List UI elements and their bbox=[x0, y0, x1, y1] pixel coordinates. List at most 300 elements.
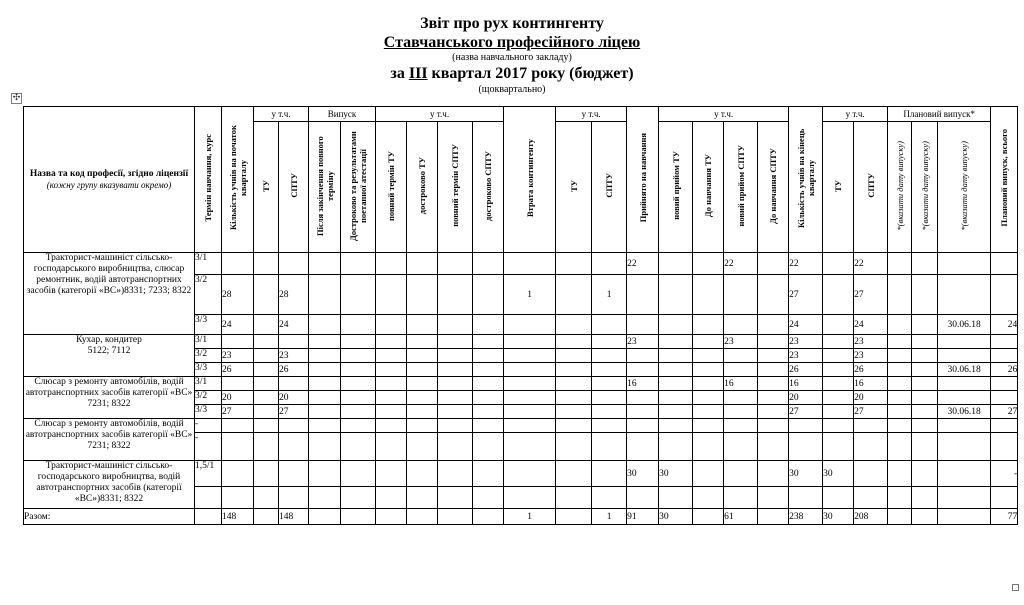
cell-a1 bbox=[659, 377, 693, 391]
cell-p2 bbox=[912, 461, 938, 487]
total-adm: 91 bbox=[627, 509, 659, 525]
cell-end bbox=[789, 433, 823, 461]
cell-e-tu bbox=[823, 487, 854, 509]
cell-s-tu bbox=[254, 419, 279, 433]
profession-column-header bbox=[24, 107, 195, 253]
total-l-tu bbox=[556, 509, 592, 525]
cell-g6 bbox=[473, 315, 504, 335]
cell-s-tu bbox=[254, 487, 279, 509]
total-s-tu bbox=[254, 509, 279, 525]
cell-l-sptu bbox=[592, 335, 627, 349]
cell-g6 bbox=[473, 335, 504, 349]
cell-g1 bbox=[309, 335, 341, 349]
cell-l-tu bbox=[556, 487, 592, 509]
cell-a1 bbox=[659, 363, 693, 377]
profession-name: Слюсар з ремонту автомобілів, водій автотранспортних засобів категорії «ВС» 7231; 8322 bbox=[24, 377, 195, 419]
start-sptu-header bbox=[279, 122, 309, 253]
cell-g6 bbox=[473, 405, 504, 419]
cell-adm bbox=[627, 433, 659, 461]
cell-end: 22 bbox=[789, 253, 823, 275]
cell-start bbox=[222, 433, 254, 461]
early-sptu-label: достроково СПТУ bbox=[483, 150, 494, 221]
term-cell bbox=[195, 487, 222, 509]
cell-a4 bbox=[758, 391, 789, 405]
cell-s-tu bbox=[254, 405, 279, 419]
cell-end: 27 bbox=[789, 405, 823, 419]
new-tu-label: новий прийом ТУ bbox=[670, 151, 681, 220]
new-tu-header bbox=[659, 122, 693, 253]
cell-e-tu bbox=[823, 349, 854, 363]
total-end: 238 bbox=[789, 509, 823, 525]
cell-g4 bbox=[407, 419, 438, 433]
cell-a2 bbox=[693, 405, 724, 419]
cell-a1 bbox=[659, 315, 693, 335]
planned-date-3-label: *(вказати дату випуску) bbox=[959, 140, 970, 231]
cell-p2 bbox=[912, 405, 938, 419]
cell-g3 bbox=[376, 487, 407, 509]
cell-p1 bbox=[888, 419, 912, 433]
cell-l-tu bbox=[556, 461, 592, 487]
cell-p2 bbox=[912, 315, 938, 335]
term-cell: 3/1 bbox=[195, 377, 222, 391]
early-tu-header bbox=[407, 122, 438, 253]
cell-g2 bbox=[341, 377, 376, 391]
cell-adm bbox=[627, 275, 659, 315]
cell-g6 bbox=[473, 461, 504, 487]
to-sptu-label: До навчання СПТУ bbox=[768, 147, 779, 224]
cell-g5 bbox=[438, 275, 473, 315]
loss-sptu-header bbox=[592, 122, 627, 253]
cell-a4 bbox=[758, 349, 789, 363]
cell-ptot bbox=[991, 275, 1018, 315]
cell-a2 bbox=[693, 335, 724, 349]
cell-loss: 1 bbox=[504, 275, 556, 315]
cell-a1 bbox=[659, 419, 693, 433]
period-quarter: III bbox=[408, 65, 428, 82]
loss-sptu-label: СПТУ bbox=[604, 173, 615, 198]
cell-g2 bbox=[341, 349, 376, 363]
cell-l-sptu bbox=[592, 253, 627, 275]
total-a4 bbox=[758, 509, 789, 525]
cell-adm: 16 bbox=[627, 377, 659, 391]
institution-name: Ставчанського професійного ліцею bbox=[383, 34, 641, 51]
loss-tu-label: ТУ bbox=[568, 179, 579, 192]
cell-adm bbox=[627, 363, 659, 377]
end-sptu-label: СПТУ bbox=[865, 173, 876, 198]
cell-adm bbox=[627, 391, 659, 405]
cell-g4 bbox=[407, 335, 438, 349]
term-cell: 3/2 bbox=[195, 349, 222, 363]
cell-l-tu bbox=[556, 335, 592, 349]
cell-e-sptu: 27 bbox=[854, 405, 888, 419]
cell-a1 bbox=[659, 433, 693, 461]
cell-p3 bbox=[938, 275, 991, 315]
cell-a3 bbox=[724, 487, 758, 509]
cell-s-sptu bbox=[279, 433, 309, 461]
term-cell: 3/2 bbox=[195, 391, 222, 405]
cell-p3: 30.06.18 bbox=[938, 405, 991, 419]
cell-end bbox=[789, 419, 823, 433]
cell-a4 bbox=[758, 433, 789, 461]
cell-g5 bbox=[438, 349, 473, 363]
cell-g3 bbox=[376, 377, 407, 391]
graduation-header: Випуск bbox=[309, 107, 376, 122]
cell-s-sptu bbox=[279, 487, 309, 509]
cell-p2 bbox=[912, 391, 938, 405]
table-row bbox=[24, 253, 1018, 275]
total-s-sptu: 148 bbox=[279, 509, 309, 525]
cell-g3 bbox=[376, 253, 407, 275]
end-tu-header bbox=[823, 122, 854, 253]
cell-s-tu bbox=[254, 253, 279, 275]
total-p2 bbox=[912, 509, 938, 525]
totals-label: Разом: bbox=[24, 509, 195, 525]
cell-p2 bbox=[912, 363, 938, 377]
cell-l-sptu bbox=[592, 363, 627, 377]
cell-g4 bbox=[407, 315, 438, 335]
institution-note: (назва навчального закладу) bbox=[452, 52, 572, 63]
cell-g1 bbox=[309, 349, 341, 363]
period-suffix: квартал 2017 року (бюджет) bbox=[427, 65, 634, 82]
total-a3: 61 bbox=[724, 509, 758, 525]
term-cell: 3/3 bbox=[195, 363, 222, 377]
cell-a3 bbox=[724, 419, 758, 433]
table-row bbox=[24, 419, 1018, 433]
full-term-tu-header bbox=[376, 122, 407, 253]
cell-s-sptu: 20 bbox=[279, 391, 309, 405]
profession-name: Тракторист-машиніст сільсько-господарського виробництва, водій автотранспортних засобів (категорії «ВС»)8331; 8322 bbox=[24, 461, 195, 509]
cell-loss bbox=[504, 253, 556, 275]
cell-adm bbox=[627, 419, 659, 433]
end-sptu-header bbox=[854, 122, 888, 253]
cell-p2 bbox=[912, 377, 938, 391]
cell-p3 bbox=[938, 461, 991, 487]
cell-e-sptu: 22 bbox=[854, 253, 888, 275]
cell-a4 bbox=[758, 363, 789, 377]
cell-start: 20 bbox=[222, 391, 254, 405]
cell-end: 26 bbox=[789, 363, 823, 377]
cell-g3 bbox=[376, 315, 407, 335]
cell-ptot bbox=[991, 391, 1018, 405]
planned-header: Плановий випуск* bbox=[888, 107, 991, 122]
grad-early-label: Достроково та результатами поетапної атестації bbox=[348, 130, 369, 241]
cell-g3 bbox=[376, 433, 407, 461]
table-row bbox=[24, 377, 1018, 391]
cell-loss bbox=[504, 335, 556, 349]
cell-start bbox=[222, 487, 254, 509]
cell-s-tu bbox=[254, 315, 279, 335]
cell-a4 bbox=[758, 315, 789, 335]
cell-g4 bbox=[407, 275, 438, 315]
cell-s-tu bbox=[254, 363, 279, 377]
cell-adm: 30 bbox=[627, 461, 659, 487]
total-p3 bbox=[938, 509, 991, 525]
cell-a1: 30 bbox=[659, 461, 693, 487]
cell-s-tu bbox=[254, 433, 279, 461]
cell-g5 bbox=[438, 487, 473, 509]
cell-a4 bbox=[758, 487, 789, 509]
early-sptu-header bbox=[473, 122, 504, 253]
cell-e-tu bbox=[823, 275, 854, 315]
cell-ptot: 24 bbox=[991, 315, 1018, 335]
start-tu-header bbox=[254, 122, 279, 253]
total-g4 bbox=[407, 509, 438, 525]
loss-tu-header bbox=[556, 122, 592, 253]
cell-p1 bbox=[888, 335, 912, 349]
cell-e-sptu: 26 bbox=[854, 363, 888, 377]
cell-g6 bbox=[473, 391, 504, 405]
term-cell: - bbox=[195, 433, 222, 461]
cell-a2 bbox=[693, 253, 724, 275]
cell-loss bbox=[504, 405, 556, 419]
cell-l-sptu bbox=[592, 419, 627, 433]
cell-a4 bbox=[758, 253, 789, 275]
admitted-header-label: Прийнято на навчання bbox=[637, 133, 648, 223]
profession-name: Слюсар з ремонту автомобілів, водій автотранспортних засобів категорії «ВС» 7231; 8322 bbox=[24, 419, 195, 461]
cell-p3 bbox=[938, 433, 991, 461]
loss-header-label: Втрата контингенту bbox=[524, 139, 535, 217]
cell-ptot bbox=[991, 253, 1018, 275]
start-tu-label: ТУ bbox=[261, 179, 271, 192]
table-move-handle-icon[interactable]: ✣ bbox=[12, 93, 21, 103]
start-count-header-label: Кількість учнів на початок кварталу bbox=[227, 125, 248, 231]
to-sptu-header bbox=[758, 122, 789, 253]
cell-l-tu bbox=[556, 433, 592, 461]
cell-s-tu bbox=[254, 275, 279, 315]
cell-a1 bbox=[659, 253, 693, 275]
cell-a4 bbox=[758, 275, 789, 315]
cell-p3 bbox=[938, 335, 991, 349]
cell-ptot bbox=[991, 349, 1018, 363]
cell-e-sptu: 24 bbox=[854, 315, 888, 335]
cell-g2 bbox=[341, 315, 376, 335]
cell-e-sptu: 23 bbox=[854, 349, 888, 363]
cell-g2 bbox=[341, 253, 376, 275]
cell-p2 bbox=[912, 335, 938, 349]
planned-date-1-label: *(вказати дату випуску) bbox=[894, 140, 905, 231]
planned-total-header-label: Плановий випуск, всього bbox=[999, 129, 1010, 227]
contingent-table bbox=[23, 106, 1018, 525]
planned-date-2-header bbox=[912, 122, 938, 253]
cell-l-tu bbox=[556, 275, 592, 315]
cell-p1 bbox=[888, 253, 912, 275]
admitted-incl-header: у т.ч. bbox=[659, 107, 789, 122]
cell-l-sptu bbox=[592, 315, 627, 335]
cell-g1 bbox=[309, 253, 341, 275]
cell-a4 bbox=[758, 335, 789, 349]
table-resize-handle[interactable] bbox=[1012, 584, 1019, 591]
cell-e-tu bbox=[823, 419, 854, 433]
cell-start bbox=[222, 461, 254, 487]
cell-p2 bbox=[912, 349, 938, 363]
cell-g2 bbox=[341, 335, 376, 349]
cell-e-sptu bbox=[854, 433, 888, 461]
cell-l-tu bbox=[556, 349, 592, 363]
cell-g5 bbox=[438, 377, 473, 391]
cell-s-sptu: 23 bbox=[279, 349, 309, 363]
cell-a2 bbox=[693, 391, 724, 405]
cell-g1 bbox=[309, 433, 341, 461]
cell-start bbox=[222, 253, 254, 275]
cell-g3 bbox=[376, 349, 407, 363]
cell-e-tu bbox=[823, 315, 854, 335]
cell-adm bbox=[627, 315, 659, 335]
cell-a4 bbox=[758, 419, 789, 433]
cell-ptot bbox=[991, 377, 1018, 391]
admitted-column-header bbox=[627, 107, 659, 253]
term-cell: 1,5/1 bbox=[195, 461, 222, 487]
cell-end: 23 bbox=[789, 335, 823, 349]
total-start: 148 bbox=[222, 509, 254, 525]
cell-l-sptu bbox=[592, 391, 627, 405]
planned-date-3-header bbox=[938, 122, 991, 253]
cell-loss bbox=[504, 461, 556, 487]
cell-g3 bbox=[376, 335, 407, 349]
cell-start: 23 bbox=[222, 349, 254, 363]
cell-a3: 23 bbox=[724, 335, 758, 349]
total-g3 bbox=[376, 509, 407, 525]
report-header bbox=[0, 14, 1024, 96]
cell-g2 bbox=[341, 461, 376, 487]
cell-a3 bbox=[724, 275, 758, 315]
totals-row bbox=[24, 509, 1018, 525]
cell-s-sptu: 27 bbox=[279, 405, 309, 419]
cell-s-tu bbox=[254, 461, 279, 487]
total-p1 bbox=[888, 509, 912, 525]
end-count-column-header bbox=[789, 107, 823, 253]
cell-g2 bbox=[341, 275, 376, 315]
cell-l-tu bbox=[556, 363, 592, 377]
cell-p3 bbox=[938, 349, 991, 363]
term-cell: 3/3 bbox=[195, 405, 222, 419]
cell-loss bbox=[504, 391, 556, 405]
cell-g6 bbox=[473, 349, 504, 363]
cell-a3 bbox=[724, 461, 758, 487]
cell-g3 bbox=[376, 419, 407, 433]
cell-a3 bbox=[724, 391, 758, 405]
cell-p3 bbox=[938, 487, 991, 509]
cell-a4 bbox=[758, 461, 789, 487]
cell-s-sptu: 28 bbox=[279, 275, 309, 315]
cell-a2 bbox=[693, 433, 724, 461]
cell-end: 16 bbox=[789, 377, 823, 391]
term-cell: - bbox=[195, 419, 222, 433]
cell-start bbox=[222, 419, 254, 433]
cell-loss bbox=[504, 349, 556, 363]
cell-e-sptu: 23 bbox=[854, 335, 888, 349]
grad-early-header bbox=[341, 122, 376, 253]
cell-a2 bbox=[693, 315, 724, 335]
total-g5 bbox=[438, 509, 473, 525]
cell-g4 bbox=[407, 461, 438, 487]
cell-e-tu bbox=[823, 363, 854, 377]
cell-p1 bbox=[888, 275, 912, 315]
frequency-note: (щоквартально) bbox=[478, 84, 546, 95]
cell-g2 bbox=[341, 419, 376, 433]
loss-incl-header: у т.ч. bbox=[556, 107, 627, 122]
cell-g4 bbox=[407, 433, 438, 461]
cell-g3 bbox=[376, 391, 407, 405]
cell-adm bbox=[627, 349, 659, 363]
cell-l-tu bbox=[556, 391, 592, 405]
cell-end: 27 bbox=[789, 275, 823, 315]
cell-g2 bbox=[341, 391, 376, 405]
term-cell: 3/3 bbox=[195, 315, 222, 335]
cell-e-sptu bbox=[854, 419, 888, 433]
cell-e-tu bbox=[823, 253, 854, 275]
cell-g4 bbox=[407, 363, 438, 377]
cell-g5 bbox=[438, 433, 473, 461]
full-term-sptu-label: повний термін СПТУ bbox=[450, 144, 461, 227]
cell-g1 bbox=[309, 487, 341, 509]
grad-after-term-label: Після закінчення повного терміну bbox=[314, 135, 335, 236]
cell-l-sptu: 1 bbox=[592, 275, 627, 315]
cell-g4 bbox=[407, 391, 438, 405]
cell-p1 bbox=[888, 433, 912, 461]
cell-s-sptu bbox=[279, 461, 309, 487]
cell-g4 bbox=[407, 377, 438, 391]
cell-ptot: - bbox=[991, 461, 1018, 487]
cell-g3 bbox=[376, 275, 407, 315]
end-incl-header: у т.ч. bbox=[823, 107, 888, 122]
cell-g3 bbox=[376, 405, 407, 419]
cell-ptot: 27 bbox=[991, 405, 1018, 419]
cell-g6 bbox=[473, 377, 504, 391]
cell-a1 bbox=[659, 405, 693, 419]
cell-a2 bbox=[693, 461, 724, 487]
cell-g4 bbox=[407, 253, 438, 275]
total-a1: 30 bbox=[659, 509, 693, 525]
period-prefix: за bbox=[390, 65, 409, 82]
total-ptot: 77 bbox=[991, 509, 1018, 525]
cell-g2 bbox=[341, 487, 376, 509]
total-e-sptu: 208 bbox=[854, 509, 888, 525]
end-tu-label: ТУ bbox=[833, 179, 844, 192]
cell-p1 bbox=[888, 487, 912, 509]
cell-e-tu bbox=[823, 335, 854, 349]
cell-g6 bbox=[473, 275, 504, 315]
cell-adm: 22 bbox=[627, 253, 659, 275]
cell-l-tu bbox=[556, 377, 592, 391]
cell-s-sptu bbox=[279, 253, 309, 275]
total-loss: 1 bbox=[504, 509, 556, 525]
cell-s-sptu bbox=[279, 335, 309, 349]
cell-g1 bbox=[309, 391, 341, 405]
cell-a3: 22 bbox=[724, 253, 758, 275]
cell-loss bbox=[504, 433, 556, 461]
cell-e-tu bbox=[823, 377, 854, 391]
cell-e-sptu bbox=[854, 461, 888, 487]
end-count-header-label: Кількість учнів на кінець кварталу bbox=[795, 128, 816, 228]
report-period bbox=[0, 64, 1024, 84]
cell-g1 bbox=[309, 315, 341, 335]
cell-end bbox=[789, 487, 823, 509]
cell-end: 30 bbox=[789, 461, 823, 487]
cell-g2 bbox=[341, 433, 376, 461]
cell-e-tu bbox=[823, 391, 854, 405]
cell-p1 bbox=[888, 349, 912, 363]
profession-name: Тракторист-машиніст сільсько-господарського виробництва, слюсар ремонтник, водій автотранспортних засобів (категорії «ВС»)8331; 7233; 8322 bbox=[24, 253, 195, 335]
cell-ptot bbox=[991, 487, 1018, 509]
cell-g5 bbox=[438, 405, 473, 419]
cell-loss bbox=[504, 419, 556, 433]
cell-a1 bbox=[659, 391, 693, 405]
cell-loss bbox=[504, 377, 556, 391]
cell-end: 24 bbox=[789, 315, 823, 335]
cell-p3 bbox=[938, 419, 991, 433]
cell-p1 bbox=[888, 405, 912, 419]
cell-l-sptu bbox=[592, 433, 627, 461]
